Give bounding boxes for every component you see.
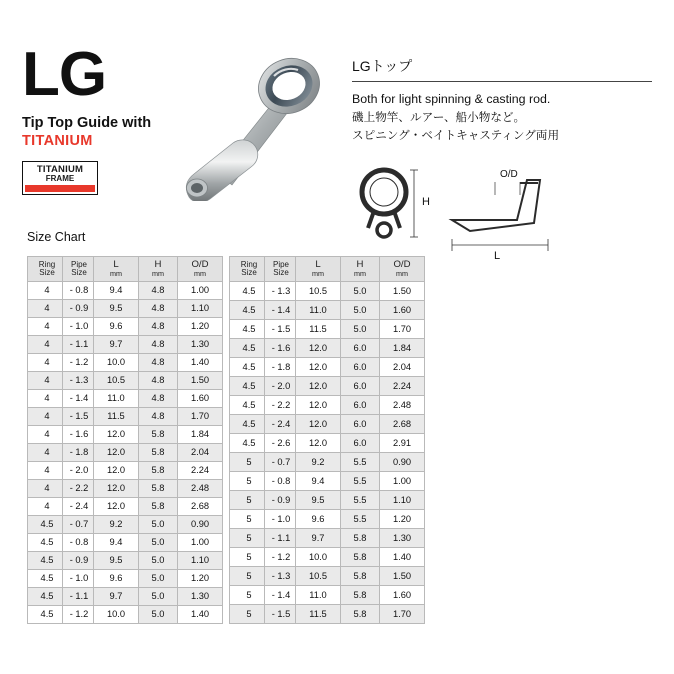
diagram-od-label: O/D xyxy=(500,169,518,180)
cell-pipe: - 2.0 xyxy=(265,377,296,396)
cell-l: 9.5 xyxy=(296,491,341,510)
col-od: O/D mm xyxy=(178,257,223,282)
badge-red-bar xyxy=(25,185,95,192)
cell-od: 1.60 xyxy=(380,301,425,320)
table-row xyxy=(230,377,425,396)
cell-od: 2.91 xyxy=(380,434,425,453)
cell-ring: 4 xyxy=(28,498,63,516)
table-header-row xyxy=(230,257,425,282)
table-row xyxy=(230,567,425,586)
table-row xyxy=(28,480,223,498)
cell-l: 12.0 xyxy=(94,426,139,444)
cell-pipe: - 1.2 xyxy=(265,548,296,567)
technical-diagram xyxy=(352,165,652,260)
table-row xyxy=(28,534,223,552)
table-row xyxy=(230,586,425,605)
cell-ring: 5 xyxy=(230,586,265,605)
cell-od: 1.84 xyxy=(380,339,425,358)
cell-ring: 4.5 xyxy=(28,588,63,606)
cell-ring: 5 xyxy=(230,529,265,548)
cell-h: 5.8 xyxy=(341,586,380,605)
cell-pipe: - 2.6 xyxy=(265,434,296,453)
cell-pipe: - 0.7 xyxy=(63,516,94,534)
cell-l: 9.2 xyxy=(94,516,139,534)
cell-ring: 4.5 xyxy=(230,301,265,320)
table-row xyxy=(230,320,425,339)
cell-od: 1.20 xyxy=(178,318,223,336)
cell-ring: 4 xyxy=(28,480,63,498)
cell-od: 1.10 xyxy=(178,300,223,318)
cell-ring: 4.5 xyxy=(230,282,265,301)
cell-pipe: - 1.3 xyxy=(63,372,94,390)
cell-h: 5.8 xyxy=(341,548,380,567)
table-row xyxy=(28,552,223,570)
cell-od: 2.04 xyxy=(178,444,223,462)
cell-l: 9.5 xyxy=(94,552,139,570)
cell-l: 12.0 xyxy=(94,498,139,516)
cell-ring: 4.5 xyxy=(230,377,265,396)
col-l: L mm xyxy=(94,257,139,282)
size-table-right xyxy=(229,256,425,624)
cell-ring: 4.5 xyxy=(230,434,265,453)
cell-pipe: - 1.0 xyxy=(63,570,94,588)
cell-od: 1.20 xyxy=(380,510,425,529)
cell-l: 10.0 xyxy=(94,606,139,624)
cell-ring: 4 xyxy=(28,300,63,318)
cell-pipe: - 1.5 xyxy=(63,408,94,426)
cell-l: 9.6 xyxy=(94,570,139,588)
cell-h: 6.0 xyxy=(341,396,380,415)
cell-h: 5.0 xyxy=(139,534,178,552)
cell-l: 9.4 xyxy=(94,282,139,300)
cell-pipe: - 0.8 xyxy=(63,534,94,552)
cell-l: 12.0 xyxy=(94,462,139,480)
table-row xyxy=(230,282,425,301)
cell-pipe: - 1.0 xyxy=(63,318,94,336)
cell-l: 12.0 xyxy=(296,377,341,396)
cell-pipe: - 1.0 xyxy=(265,510,296,529)
description-divider xyxy=(352,81,652,82)
cell-h: 4.8 xyxy=(139,390,178,408)
cell-ring: 5 xyxy=(230,491,265,510)
cell-pipe: - 1.4 xyxy=(265,586,296,605)
table-row xyxy=(28,462,223,480)
cell-ring: 4.5 xyxy=(28,552,63,570)
cell-h: 5.5 xyxy=(341,491,380,510)
badge-line-2: FRAME xyxy=(45,173,75,183)
table-row xyxy=(28,588,223,606)
table-body-left xyxy=(28,282,223,624)
cell-od: 2.68 xyxy=(178,498,223,516)
cell-pipe: - 1.2 xyxy=(63,354,94,372)
description-line-jp2: スピニング・ベイトキャスティング両用 xyxy=(352,129,560,143)
cell-l: 12.0 xyxy=(296,396,341,415)
table-body-right xyxy=(230,282,425,624)
col-pipe-size: Pipe Size xyxy=(265,257,296,282)
table-row xyxy=(230,491,425,510)
cell-od: 1.30 xyxy=(380,529,425,548)
cell-h: 5.0 xyxy=(139,570,178,588)
table-row xyxy=(28,606,223,624)
cell-l: 9.4 xyxy=(94,534,139,552)
cell-ring: 4 xyxy=(28,462,63,480)
cell-od: 1.70 xyxy=(380,320,425,339)
cell-ring: 4.5 xyxy=(230,415,265,434)
cell-h: 5.8 xyxy=(341,529,380,548)
cell-od: 1.00 xyxy=(380,472,425,491)
cell-h: 5.0 xyxy=(139,588,178,606)
cell-h: 5.0 xyxy=(341,282,380,301)
table-head-right xyxy=(230,257,425,282)
cell-pipe: - 0.9 xyxy=(265,491,296,510)
cell-pipe: - 2.0 xyxy=(63,462,94,480)
table-row xyxy=(28,408,223,426)
col-h: H mm xyxy=(341,257,380,282)
cell-pipe: - 1.5 xyxy=(265,605,296,624)
cell-h: 5.5 xyxy=(341,472,380,491)
description-block xyxy=(352,56,652,145)
col-od: O/D mm xyxy=(380,257,425,282)
cell-h: 5.8 xyxy=(139,462,178,480)
cell-l: 10.5 xyxy=(94,372,139,390)
cell-h: 5.5 xyxy=(341,510,380,529)
table-row xyxy=(28,282,223,300)
diagram-h-label: H xyxy=(422,196,430,208)
table-row xyxy=(230,605,425,624)
cell-h: 5.8 xyxy=(139,444,178,462)
table-row xyxy=(28,354,223,372)
cell-od: 1.00 xyxy=(178,282,223,300)
product-photo xyxy=(170,46,340,201)
cell-ring: 5 xyxy=(230,548,265,567)
cell-h: 5.8 xyxy=(139,498,178,516)
table-header-row xyxy=(28,257,223,282)
cell-h: 4.8 xyxy=(139,354,178,372)
cell-pipe: - 0.8 xyxy=(63,282,94,300)
cell-l: 11.5 xyxy=(94,408,139,426)
cell-pipe: - 2.4 xyxy=(265,415,296,434)
cell-od: 1.40 xyxy=(178,606,223,624)
cell-ring: 4 xyxy=(28,318,63,336)
cell-l: 12.0 xyxy=(296,339,341,358)
cell-pipe: - 0.8 xyxy=(265,472,296,491)
description-title: LGトップ xyxy=(352,58,413,74)
cell-od: 1.20 xyxy=(178,570,223,588)
description-line-en: Both for light spinning & casting rod. xyxy=(352,92,551,106)
cell-l: 11.0 xyxy=(94,390,139,408)
cell-l: 10.0 xyxy=(296,548,341,567)
cell-od: 1.70 xyxy=(178,408,223,426)
cell-od: 1.10 xyxy=(178,552,223,570)
table-row xyxy=(230,472,425,491)
cell-od: 1.10 xyxy=(380,491,425,510)
cell-h: 5.8 xyxy=(139,426,178,444)
cell-od: 1.50 xyxy=(380,282,425,301)
cell-ring: 4 xyxy=(28,282,63,300)
cell-od: 1.00 xyxy=(178,534,223,552)
cell-pipe: - 2.2 xyxy=(63,480,94,498)
cell-od: 2.24 xyxy=(380,377,425,396)
cell-pipe: - 0.7 xyxy=(265,453,296,472)
cell-od: 1.50 xyxy=(178,372,223,390)
size-table-left xyxy=(27,256,223,624)
cell-l: 11.0 xyxy=(296,301,341,320)
cell-ring: 4.5 xyxy=(230,358,265,377)
cell-l: 9.7 xyxy=(296,529,341,548)
cell-od: 1.60 xyxy=(178,390,223,408)
table-row xyxy=(28,570,223,588)
cell-pipe: - 2.2 xyxy=(265,396,296,415)
cell-pipe: - 1.5 xyxy=(265,320,296,339)
cell-od: 2.04 xyxy=(380,358,425,377)
cell-od: 1.30 xyxy=(178,588,223,606)
table-row xyxy=(28,390,223,408)
cell-l: 10.0 xyxy=(94,354,139,372)
cell-l: 11.5 xyxy=(296,605,341,624)
cell-ring: 5 xyxy=(230,605,265,624)
titanium-frame-badge xyxy=(22,161,98,195)
cell-od: 2.24 xyxy=(178,462,223,480)
cell-ring: 4.5 xyxy=(28,516,63,534)
cell-h: 6.0 xyxy=(341,377,380,396)
cell-h: 4.8 xyxy=(139,318,178,336)
cell-h: 5.0 xyxy=(139,606,178,624)
description-line-jp1: 磯上物竿、ルアー、船小物など。 xyxy=(352,111,526,125)
cell-ring: 4 xyxy=(28,444,63,462)
cell-pipe: - 1.4 xyxy=(265,301,296,320)
cell-od: 2.68 xyxy=(380,415,425,434)
cell-h: 4.8 xyxy=(139,372,178,390)
cell-ring: 4 xyxy=(28,336,63,354)
cell-l: 9.7 xyxy=(94,588,139,606)
cell-od: 1.60 xyxy=(380,586,425,605)
product-subtitle: Tip Top Guide with xyxy=(22,114,152,131)
size-chart-tables xyxy=(27,256,425,624)
cell-pipe: - 1.6 xyxy=(63,426,94,444)
cell-l: 9.4 xyxy=(296,472,341,491)
table-row xyxy=(28,444,223,462)
table-row xyxy=(230,339,425,358)
table-row xyxy=(230,453,425,472)
cell-h: 5.8 xyxy=(139,480,178,498)
cell-ring: 4.5 xyxy=(28,570,63,588)
table-row xyxy=(28,318,223,336)
badge-line-1: TITANIUM xyxy=(36,163,84,175)
cell-l: 9.5 xyxy=(94,300,139,318)
cell-od: 0.90 xyxy=(380,453,425,472)
col-ring-size: Ring Size xyxy=(230,257,265,282)
cell-ring: 5 xyxy=(230,453,265,472)
cell-l: 12.0 xyxy=(94,444,139,462)
cell-pipe: - 1.1 xyxy=(63,588,94,606)
table-row xyxy=(230,415,425,434)
cell-h: 4.8 xyxy=(139,408,178,426)
table-row xyxy=(28,426,223,444)
cell-l: 12.0 xyxy=(296,358,341,377)
cell-h: 6.0 xyxy=(341,415,380,434)
cell-h: 5.5 xyxy=(341,453,380,472)
cell-pipe: - 1.3 xyxy=(265,567,296,586)
table-row xyxy=(230,434,425,453)
cell-ring: 4 xyxy=(28,426,63,444)
cell-ring: 4.5 xyxy=(230,320,265,339)
cell-od: 1.40 xyxy=(380,548,425,567)
cell-l: 9.6 xyxy=(296,510,341,529)
cell-pipe: - 1.1 xyxy=(63,336,94,354)
table-row xyxy=(230,396,425,415)
table-row xyxy=(28,372,223,390)
cell-od: 1.70 xyxy=(380,605,425,624)
cell-pipe: - 1.6 xyxy=(265,339,296,358)
cell-h: 5.0 xyxy=(341,301,380,320)
cell-h: 5.0 xyxy=(139,552,178,570)
cell-h: 4.8 xyxy=(139,336,178,354)
cell-ring: 4 xyxy=(28,354,63,372)
cell-h: 4.8 xyxy=(139,282,178,300)
cell-pipe: - 1.2 xyxy=(63,606,94,624)
cell-od: 0.90 xyxy=(178,516,223,534)
cell-ring: 5 xyxy=(230,567,265,586)
table-row xyxy=(230,301,425,320)
cell-h: 6.0 xyxy=(341,339,380,358)
cell-l: 9.2 xyxy=(296,453,341,472)
table-head-left xyxy=(28,257,223,282)
cell-l: 12.0 xyxy=(296,434,341,453)
cell-od: 2.48 xyxy=(178,480,223,498)
cell-h: 5.8 xyxy=(341,605,380,624)
cell-h: 6.0 xyxy=(341,358,380,377)
table-row xyxy=(230,548,425,567)
size-chart-label: Size Chart xyxy=(27,230,86,244)
cell-l: 12.0 xyxy=(94,480,139,498)
cell-ring: 5 xyxy=(230,472,265,491)
cell-l: 9.6 xyxy=(94,318,139,336)
cell-od: 1.30 xyxy=(178,336,223,354)
cell-ring: 4 xyxy=(28,372,63,390)
cell-od: 1.40 xyxy=(178,354,223,372)
cell-l: 11.0 xyxy=(296,586,341,605)
cell-h: 5.8 xyxy=(341,567,380,586)
col-l: L mm xyxy=(296,257,341,282)
guide-illustration xyxy=(170,46,340,201)
table-row xyxy=(230,510,425,529)
col-pipe-size: Pipe Size xyxy=(63,257,94,282)
cell-ring: 4.5 xyxy=(28,534,63,552)
cell-pipe: - 1.3 xyxy=(265,282,296,301)
cell-od: 2.48 xyxy=(380,396,425,415)
col-ring-size: Ring Size xyxy=(28,257,63,282)
cell-l: 10.5 xyxy=(296,282,341,301)
table-row xyxy=(230,358,425,377)
cell-pipe: - 1.8 xyxy=(63,444,94,462)
cell-l: 9.7 xyxy=(94,336,139,354)
table-row xyxy=(28,336,223,354)
cell-h: 4.8 xyxy=(139,300,178,318)
cell-ring: 4.5 xyxy=(230,339,265,358)
cell-h: 5.0 xyxy=(139,516,178,534)
material-label: TITANIUM xyxy=(22,132,93,149)
cell-l: 10.5 xyxy=(296,567,341,586)
table-row xyxy=(28,516,223,534)
page-title: LG xyxy=(22,40,107,109)
col-h: H mm xyxy=(139,257,178,282)
cell-ring: 4.5 xyxy=(28,606,63,624)
cell-pipe: - 0.9 xyxy=(63,300,94,318)
cell-od: 1.50 xyxy=(380,567,425,586)
cell-ring: 4 xyxy=(28,408,63,426)
cell-pipe: - 1.8 xyxy=(265,358,296,377)
table-row xyxy=(230,529,425,548)
dimension-drawing xyxy=(352,165,652,260)
cell-ring: 4 xyxy=(28,390,63,408)
cell-od: 1.84 xyxy=(178,426,223,444)
cell-ring: 5 xyxy=(230,510,265,529)
cell-pipe: - 1.1 xyxy=(265,529,296,548)
table-row xyxy=(28,498,223,516)
cell-l: 12.0 xyxy=(296,415,341,434)
cell-ring: 4.5 xyxy=(230,396,265,415)
cell-pipe: - 0.9 xyxy=(63,552,94,570)
cell-h: 5.0 xyxy=(341,320,380,339)
cell-pipe: - 1.4 xyxy=(63,390,94,408)
table-row xyxy=(28,300,223,318)
cell-l: 11.5 xyxy=(296,320,341,339)
diagram-l-label: L xyxy=(494,250,501,260)
cell-h: 6.0 xyxy=(341,434,380,453)
cell-pipe: - 2.4 xyxy=(63,498,94,516)
